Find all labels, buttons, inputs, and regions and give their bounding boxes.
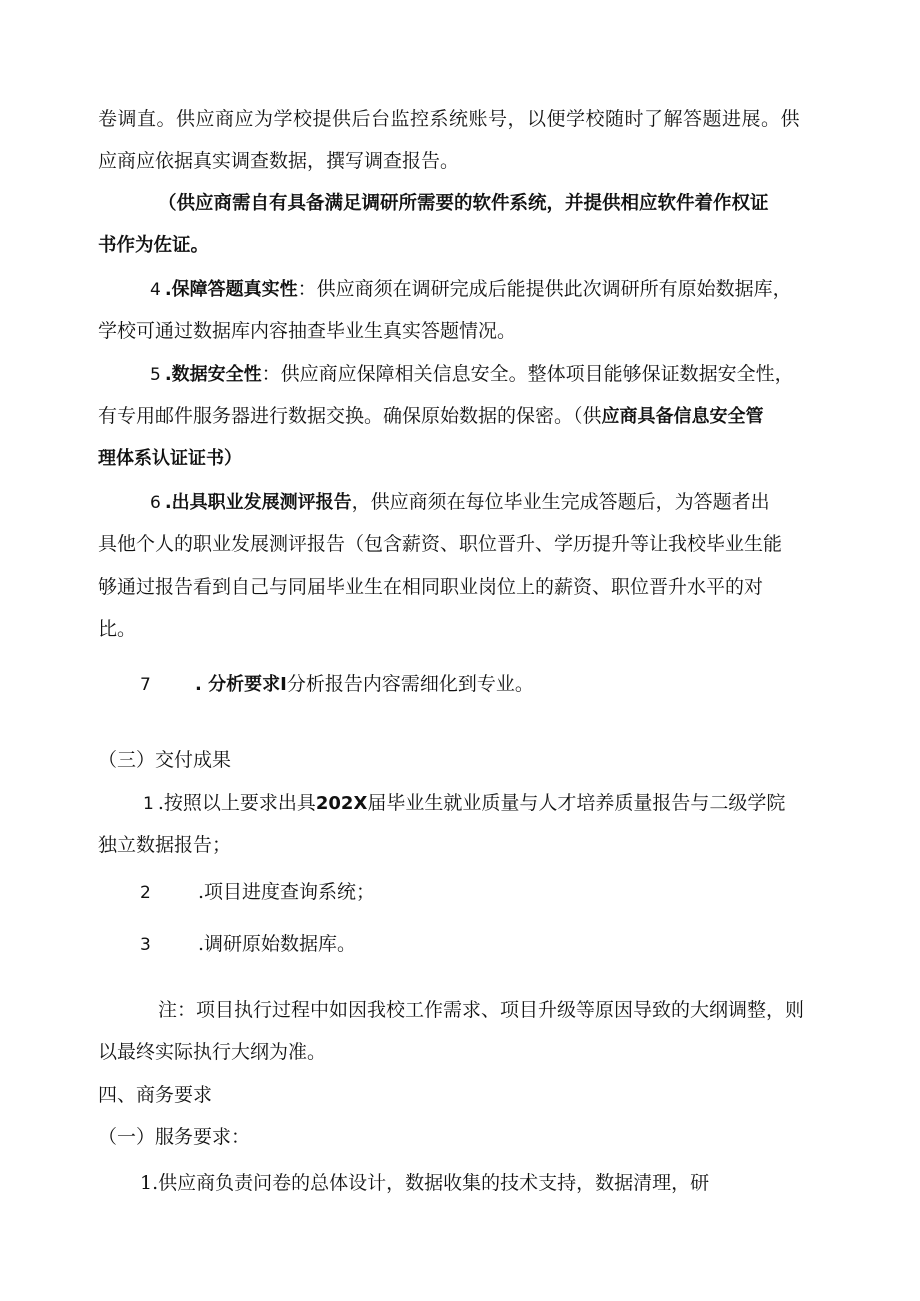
item-4: [98, 276, 792, 303]
paragraph-line: 够通过报告看到自己与同届毕业生在相同职业岗位上的薪资、职位晋升水平的对: [98, 576, 764, 598]
item-text: ：供应商应保障相关信息安全。整体项目能够保证数据安全性，: [261, 363, 794, 385]
item-text: 有专用邮件服务器进行数据交换。确保原始数据的保密。（供: [98, 405, 602, 427]
item-number: 6: [150, 493, 161, 513]
software-note-line: （供应商需自有具备满足调研所需要的软件系统，并提供相应软件着作权证: [158, 193, 769, 214]
section-heading: 四、商务要求: [98, 1084, 213, 1106]
item-text: ：供应商须在调研完成后能提供此次调研所有原始数据库，: [297, 278, 792, 300]
item-text: .调研原始数据库。: [198, 933, 357, 955]
item-number: 4: [150, 280, 161, 300]
note-line: 注：项目执行过程中如因我校工作需求、项目升级等原因导致的大纲调整，则: [158, 999, 805, 1021]
item-7: [98, 671, 534, 698]
item-number: 5: [150, 365, 161, 385]
note-line: 以最终实际执行大纲为准。: [98, 1041, 327, 1063]
subsection-heading: （一）服务要求：: [98, 1126, 251, 1148]
software-note-line: 书作为佐证。: [98, 235, 210, 256]
deliverable-1: [98, 790, 785, 817]
item-5: [98, 361, 794, 388]
item-number: 3: [140, 935, 151, 955]
paragraph-line: 1.供应商负责问卷的总体设计，数据收集的技术支持，数据清理，研: [140, 1172, 710, 1194]
item-text: ，供应商须在每位毕业生完成答题后，为答题者出: [351, 491, 770, 513]
item-number: 1: [143, 794, 154, 814]
item-text: 分析报告内容需细化到专业。: [286, 673, 534, 695]
item-number: 7: [140, 675, 151, 695]
deliverable-2: [98, 879, 375, 906]
item-number: 2: [140, 883, 151, 903]
item-text: .项目进度查询系统；: [198, 881, 376, 903]
paragraph-line: 应商应依据真实调查数据，撰写调查报告。: [98, 150, 460, 172]
item-title: .出具职业发展测评报告: [164, 492, 352, 513]
item-5-line2: [98, 403, 764, 430]
paragraph-line: 理体系认证证书）: [98, 448, 242, 469]
item-title: . 分析要求I: [195, 674, 287, 695]
item-title: .数据安全性: [164, 364, 262, 385]
paragraph-line: 卷调直。供应商应为学校提供后台监控系统账号，以便学校随时了解答题进展。供: [98, 108, 801, 130]
paragraph-line: 具他个人的职业发展测评报告（包含薪资、职位晋升、学历提升等让我校毕业生能: [98, 533, 783, 555]
item-year: 202X: [315, 793, 368, 814]
item-text-bold: 应商具备信息安全管: [601, 406, 764, 427]
item-text: 届毕业生就业质量与人才培养质量报告与二级学院: [367, 792, 786, 814]
item-6: [98, 489, 770, 516]
item-title: .保障答题真实性: [164, 279, 298, 300]
deliverable-3: [98, 931, 356, 958]
paragraph-line: 学校可通过数据库内容抽查毕业生真实答题情况。: [98, 320, 517, 342]
paragraph-line: 独立数据报告；: [98, 834, 232, 856]
section-heading: （三）交付成果: [98, 749, 232, 771]
item-text: .按照以上要求出具: [157, 792, 316, 814]
paragraph-line: 比。: [98, 618, 137, 640]
